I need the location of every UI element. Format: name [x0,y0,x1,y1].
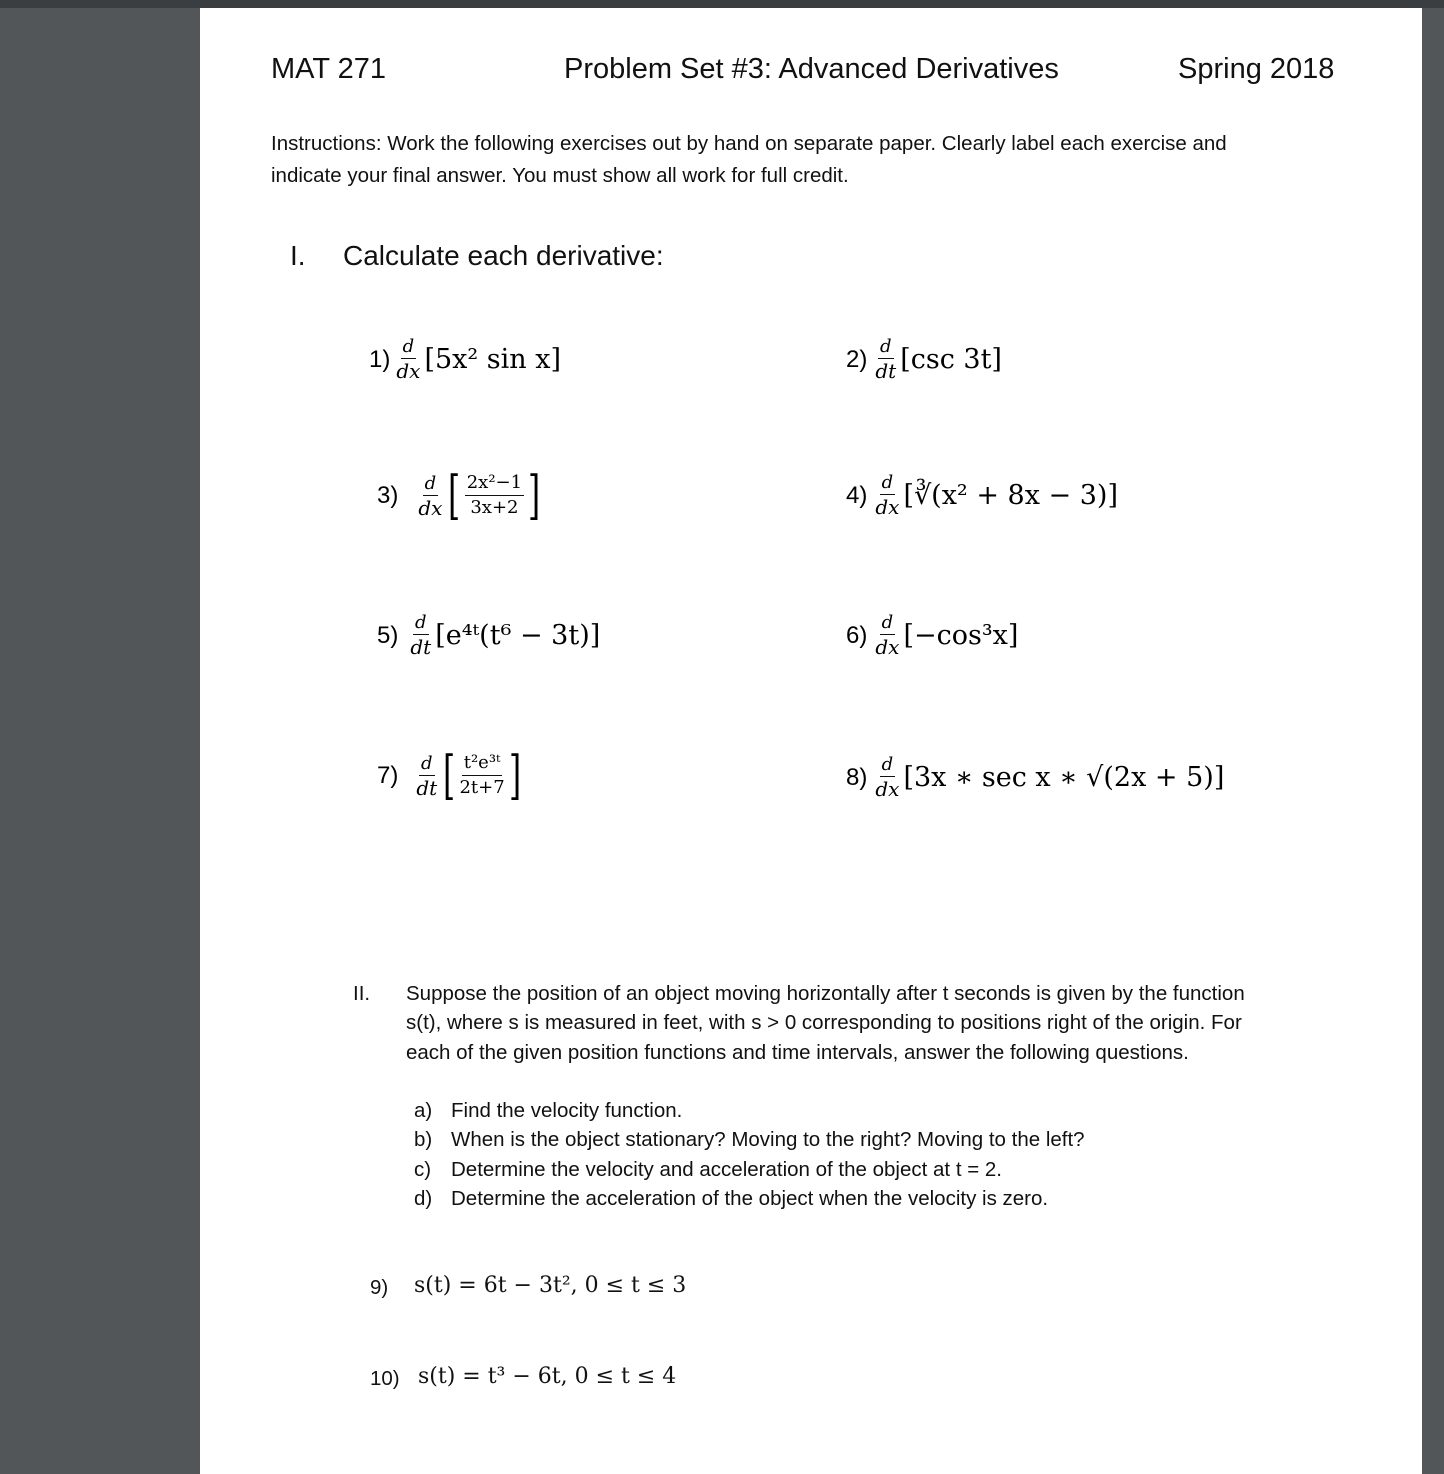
section-2-numeral: II. [353,982,371,1005]
expression: [5x² sin x] [424,344,562,375]
problem-5 [377,614,600,657]
derivative-operator: $\frac{d}{dt}$ [410,612,432,659]
problem-label: 1) [369,345,391,373]
problem-10-label: 10) [370,1367,400,1390]
derivative-operator: $\frac{d}{dx}$ [418,472,443,520]
expression: [∛(x² + 8x − 3)] [903,480,1118,511]
instructions-line-2: indicate your final answer. You must show all work for full credit. [271,164,849,187]
section-2-paragraph-line-3: each of the given position functions and time intervals, answer the following questions. [406,1041,1189,1064]
subquestion-b-text: When is the object stationary? Moving to the right? Moving to the left? [451,1128,1085,1151]
expression: [e⁴ᵗ(t⁶ − 3t)] [435,620,601,651]
subquestion-d-label: d) [414,1187,433,1210]
section-1-heading: Calculate each derivative: [343,240,664,271]
problem-10-expression: s(t) = t³ − 6t, 0 ≤ t ≤ 4 [418,1364,677,1389]
problem-4 [846,474,1118,517]
problem-1 [369,338,561,381]
problem-3: 3) $\frac{d}{dx}$ [ 2x²−1 3x+2 ] [377,466,541,526]
problem-label: 7) [377,762,399,789]
problem-7: 7) $\frac{d}{dt}$ [ t²e³ᵗ 2t+7 ] [377,746,521,806]
problem-label: 6) [846,621,868,649]
subquestion-a-text: Find the velocity function. [451,1099,683,1122]
subquestion-d-text: Determine the acceleration of the object when the velocity is zero. [451,1187,1049,1210]
derivative-operator: $\frac{d}{dt}$ [416,752,438,800]
problem-label: 2) [846,345,868,373]
subquestion-a-label: a) [414,1099,433,1122]
expression: [csc 3t] [900,344,1002,375]
problem-6 [846,614,1018,657]
problem-label: 8) [846,763,868,791]
problem-9-expression: s(t) = 6t − 3t², 0 ≤ t ≤ 3 [414,1273,687,1298]
subquestion-c-text: Determine the velocity and acceleration of the object at t = 2. [451,1158,1002,1181]
derivative-operator: $\frac{d}{dx}$ [875,472,900,519]
problem-label: 3) [377,482,399,509]
term: Spring 2018 [1178,53,1335,85]
problem-label: 4) [846,481,868,509]
expression: [−cos³x] [903,620,1019,651]
document-title: Problem Set #3: Advanced Derivatives [564,53,1059,85]
section-2-paragraph-line-2: s(t), where s is measured in feet, with s > 0 corresponding to positions right of the origin. For [406,1011,1242,1034]
section-2-paragraph-line-1: Suppose the position of an object moving horizontally after t seconds is given by the function [406,982,1245,1005]
problem-2 [846,338,1002,381]
derivative-operator: $\frac{d}{dx}$ [396,336,421,383]
derivative-operator: $\frac{d}{dx}$ [875,754,900,801]
section-1-numeral: I. [290,240,306,271]
derivative-operator: $\frac{d}{dx}$ [875,612,900,659]
viewer-top-bar [0,0,1444,8]
problem-label: 5) [377,621,399,649]
subquestion-c-label: c) [414,1158,432,1181]
problem-9-label: 9) [370,1276,389,1299]
instructions-line-1: Instructions: Work the following exercises out by hand on separate paper. Clearly label each exercise and [271,132,1227,155]
expression: [3x ∗ sec x ∗ √(2x + 5)] [903,762,1225,793]
derivative-operator: $\frac{d}{dt}$ [875,336,897,383]
course-code: MAT 271 [271,53,386,85]
subquestion-b-label: b) [414,1128,433,1151]
problem-8 [846,756,1224,799]
document-page [200,8,1422,1474]
quotient: t²e³ᵗ 2t+7 [459,752,505,798]
quotient: 2x²−1 3x+2 [466,472,523,518]
